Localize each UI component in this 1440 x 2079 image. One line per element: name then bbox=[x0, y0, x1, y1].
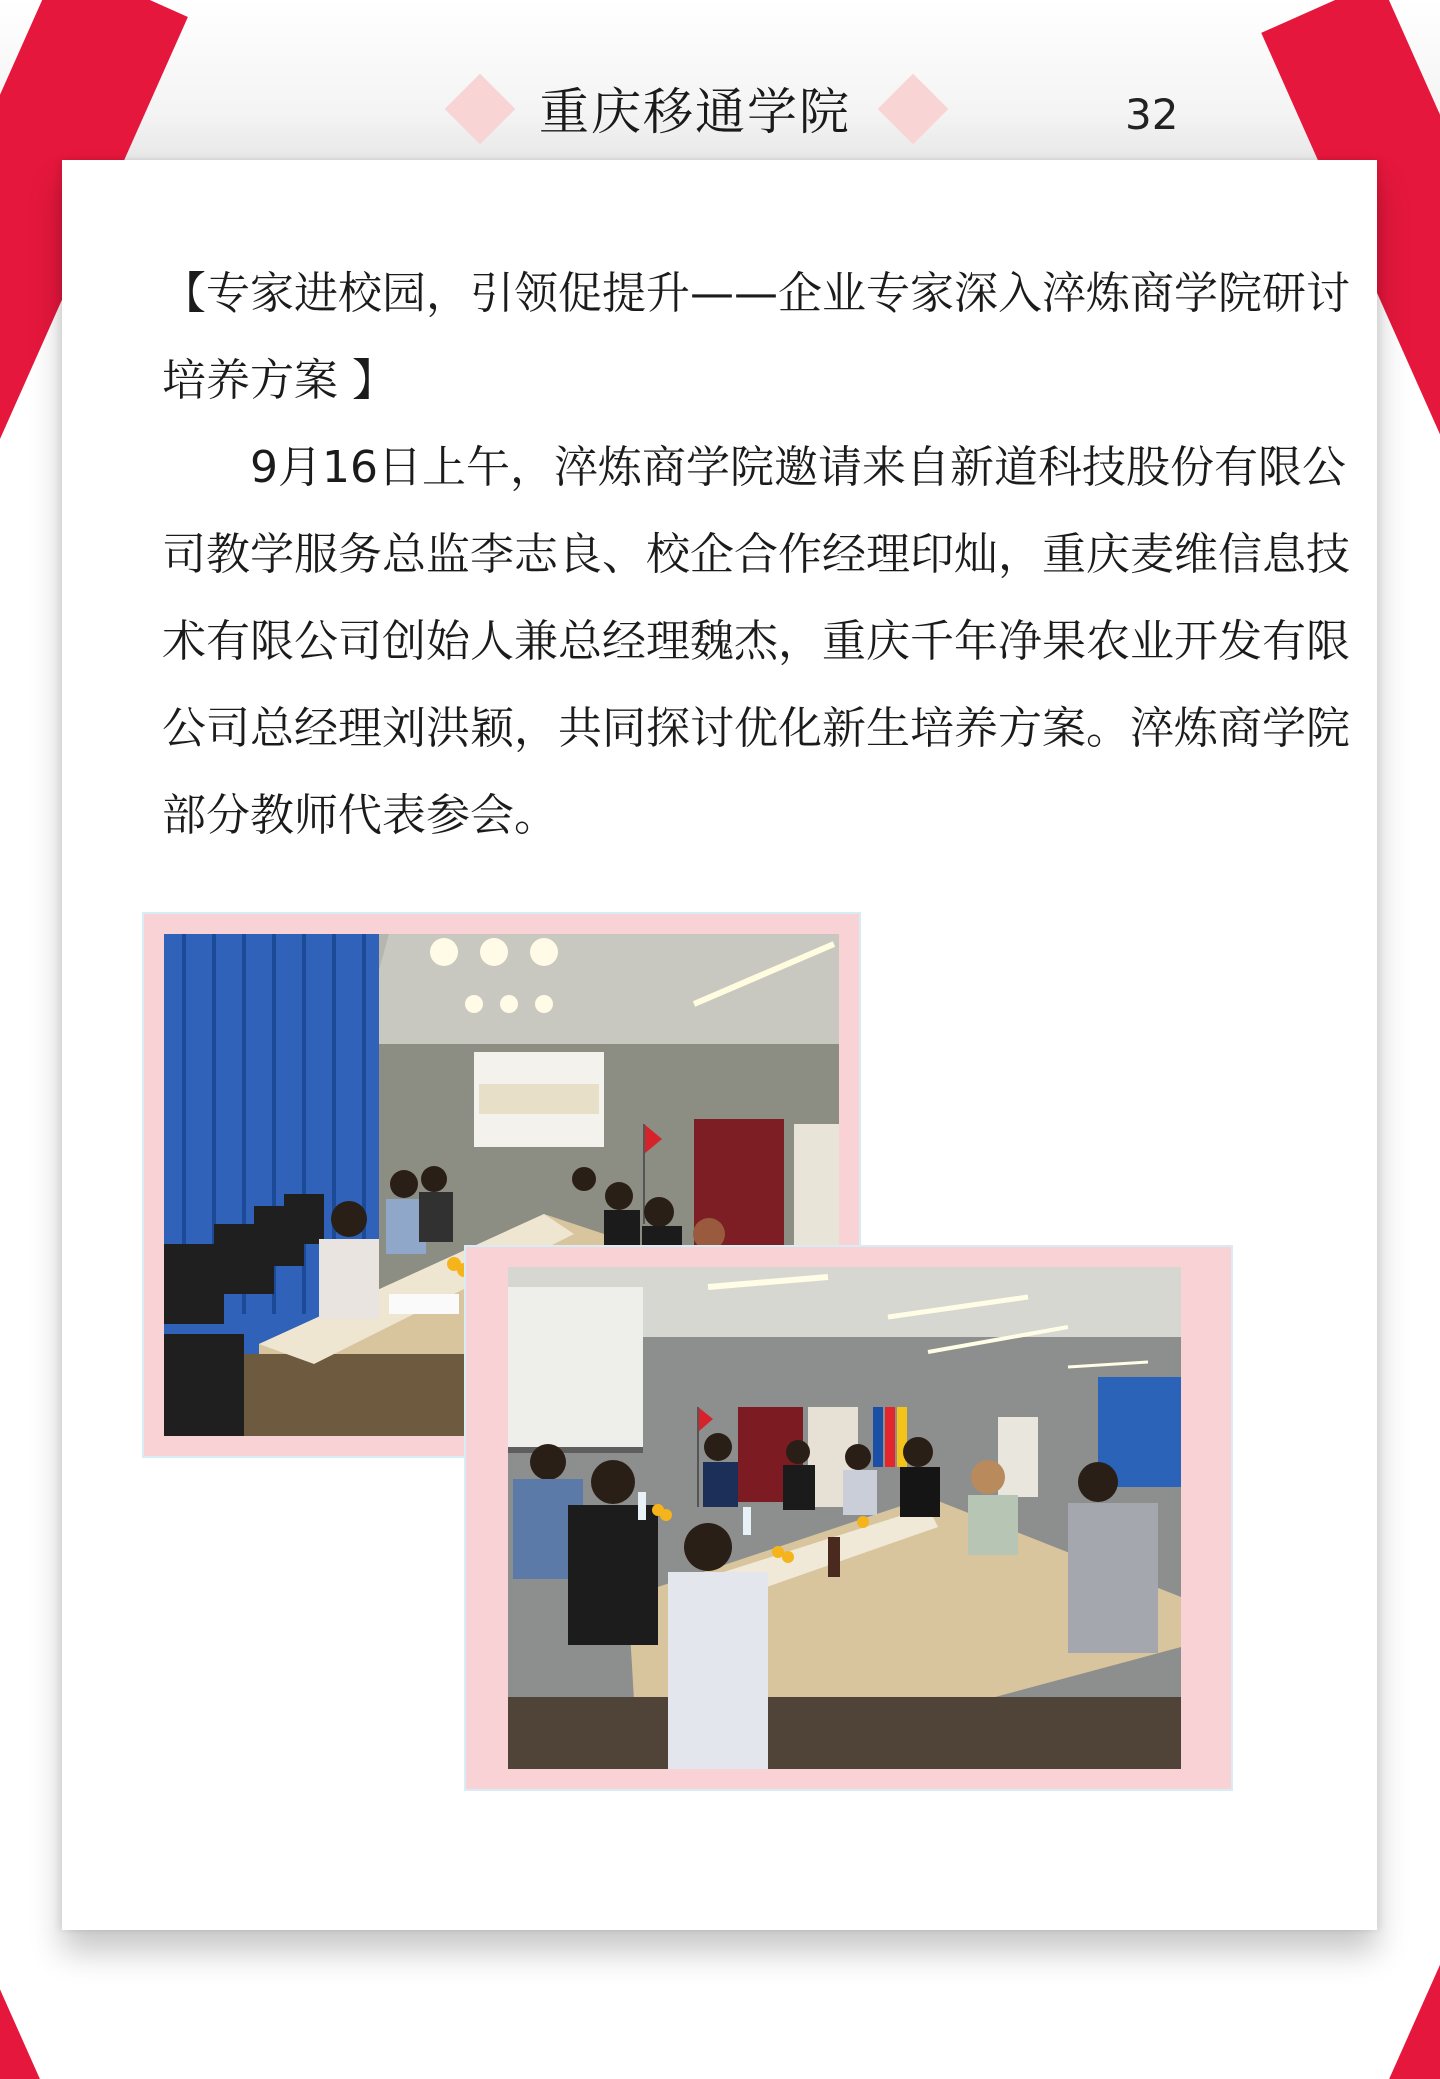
article bbox=[162, 250, 1362, 859]
ribbon-decoration-bottom-left bbox=[0, 1818, 54, 2079]
photo-frame-2 bbox=[464, 1245, 1233, 1791]
meeting-photo-2 bbox=[508, 1267, 1181, 1769]
article-body: 9月16日上午，淬炼商学院邀请来自新道科技股份有限公司教学服务总监李志良、校企合作经理印灿，重庆麦维信息技术有限公司创始人兼总经理魏杰，重庆千年净果农业开发有限公司总经理刘洪颖，共同探讨优化新生培养方案。淬炼商学院部分教师代表参会。 bbox=[162, 442, 1350, 841]
meeting-room-illustration bbox=[508, 1267, 1181, 1769]
page-number: 32 bbox=[1125, 90, 1179, 139]
school-name: 重庆移通学院 bbox=[539, 83, 851, 141]
ribbon-decoration-bottom-right bbox=[1377, 1814, 1440, 2079]
article-title: 【专家进校园，引领促提升——企业专家深入淬炼商学院研讨培养方案 】 bbox=[162, 268, 1350, 406]
content-card bbox=[62, 160, 1377, 1930]
